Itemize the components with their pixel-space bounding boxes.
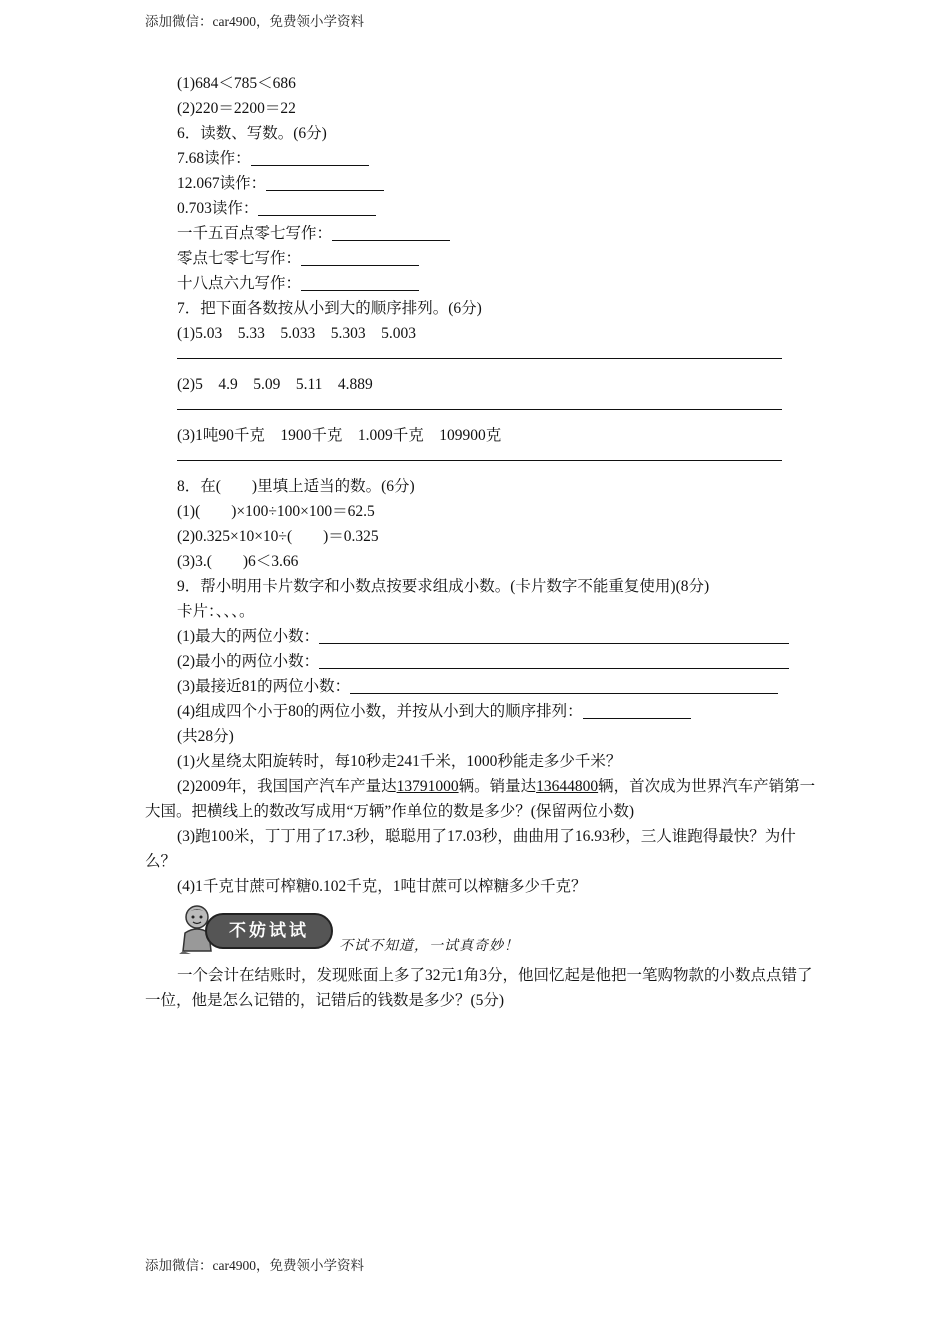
answer-blank[interactable] — [583, 702, 691, 719]
q8-item-3: (3)3.( )6＜3.66 — [177, 553, 299, 570]
answer-blank[interactable] — [319, 627, 789, 644]
q9-label: (1)最大的两位小数： — [177, 628, 320, 645]
q6-row — [145, 146, 825, 171]
answer-blank[interactable] — [350, 677, 778, 694]
q10-title: (共28分) — [177, 728, 234, 745]
page-footer: 添加微信：car4900，免费领小学资料 — [145, 1258, 364, 1273]
q6-label: 零点七零七写作： — [177, 250, 302, 267]
q10-part-2 — [145, 774, 825, 824]
answer-blank[interactable] — [251, 149, 369, 166]
badge-label: 不妨试试 — [229, 921, 309, 941]
answer-line[interactable] — [177, 448, 782, 461]
q8-title: 8．在( )里填上适当的数。(6分) — [177, 478, 415, 495]
try-it-banner — [177, 899, 825, 963]
q10-p2-text-c: 辆，首次成为世界汽车产销第一大国。把横线上的数改写成用“万辆”作单位的数是多少？(保留两位小数) — [145, 778, 816, 820]
answer-blank[interactable] — [266, 174, 384, 191]
q8-item-1: (1)( )×100÷100×100＝62.5 — [177, 503, 375, 520]
q5-item-2: (2)220＝2200＝22 — [177, 100, 296, 117]
banner-slogan: 不试不知道，一试真奇妙！ — [339, 939, 519, 954]
q10-part-1: (1)火星绕太阳旋转时，每10秒走241千米，1000秒能走多少千米？ — [177, 753, 622, 770]
q9-label: (4)组成四个小于80的两位小数，并按从小到大的顺序排列： — [177, 703, 583, 720]
q9-title: 9．帮小明用卡片数字和小数点按要求组成小数。(卡片数字不能重复使用)(8分) — [177, 578, 710, 595]
q9-cards: 卡片：、、、。 — [177, 603, 255, 620]
q10-part-4: (4)1千克甘蔗可榨糖0.102千克，1吨甘蔗可以榨糖多少千克？ — [177, 878, 587, 895]
try-it-badge — [205, 913, 333, 949]
q10-p2-text-b: 辆。销量达 — [458, 778, 537, 795]
q6-label: 7.68读作： — [177, 150, 251, 167]
answer-blank[interactable] — [332, 224, 450, 241]
worksheet-content — [145, 71, 825, 1013]
q6-row — [145, 171, 825, 196]
q6-row — [145, 196, 825, 221]
answer-blank[interactable] — [301, 274, 419, 291]
q7-title: 7．把下面各数按从小到大的顺序排列。(6分) — [177, 300, 482, 317]
q6-label: 十八点六九写作： — [177, 275, 302, 292]
q7-item-1: (1)5.03 5.33 5.033 5.303 5.003 — [177, 325, 416, 342]
q6-row — [145, 271, 825, 296]
q7-item-2: (2)5 4.9 5.09 5.11 4.889 — [177, 376, 373, 393]
challenge-question: 一个会计在结账时，发现账面上多了32元1角3分，他回忆起是他把一笔购物款的小数点点错了一位，他是怎么记错的，记错后的钱数是多少？(5分) — [145, 967, 813, 1009]
car-sales-number: 13644800 — [536, 778, 599, 795]
answer-line[interactable] — [177, 346, 782, 359]
q6-label: 12.067读作： — [177, 175, 267, 192]
answer-blank[interactable] — [258, 199, 376, 216]
q9-row — [145, 699, 825, 724]
q6-label: 一千五百点零七写作： — [177, 225, 333, 242]
q8-item-2: (2)0.325×10×10÷( )＝0.325 — [177, 528, 379, 545]
q9-label: (2)最小的两位小数： — [177, 653, 320, 670]
q9-row — [145, 624, 825, 649]
answer-blank[interactable] — [319, 652, 789, 669]
car-output-number: 13791000 — [396, 778, 459, 795]
q7-item-3: (3)1吨90千克 1900千克 1.009千克 109900克 — [177, 427, 502, 444]
q6-label: 0.703读作： — [177, 200, 259, 217]
answer-line[interactable] — [177, 397, 782, 410]
page-header: 添加微信：car4900，免费领小学资料 — [145, 14, 364, 29]
q10-p2-text-a: (2)2009年，我国国产汽车产量达 — [177, 778, 397, 795]
q9-row — [145, 674, 825, 699]
q10-part-3: (3)跑100米，丁丁用了17.3秒，聪聪用了17.03秒，曲曲用了16.93秒，三人谁跑得最快？为什么？ — [145, 828, 796, 870]
q6-row — [145, 246, 825, 271]
answer-blank[interactable] — [301, 249, 419, 266]
q9-row — [145, 649, 825, 674]
q6-row — [145, 221, 825, 246]
q5-item-1: (1)684＜785＜686 — [177, 75, 296, 92]
q6-title: 6．读数、写数。(6分) — [177, 125, 327, 142]
q9-label: (3)最接近81的两位小数： — [177, 678, 351, 695]
